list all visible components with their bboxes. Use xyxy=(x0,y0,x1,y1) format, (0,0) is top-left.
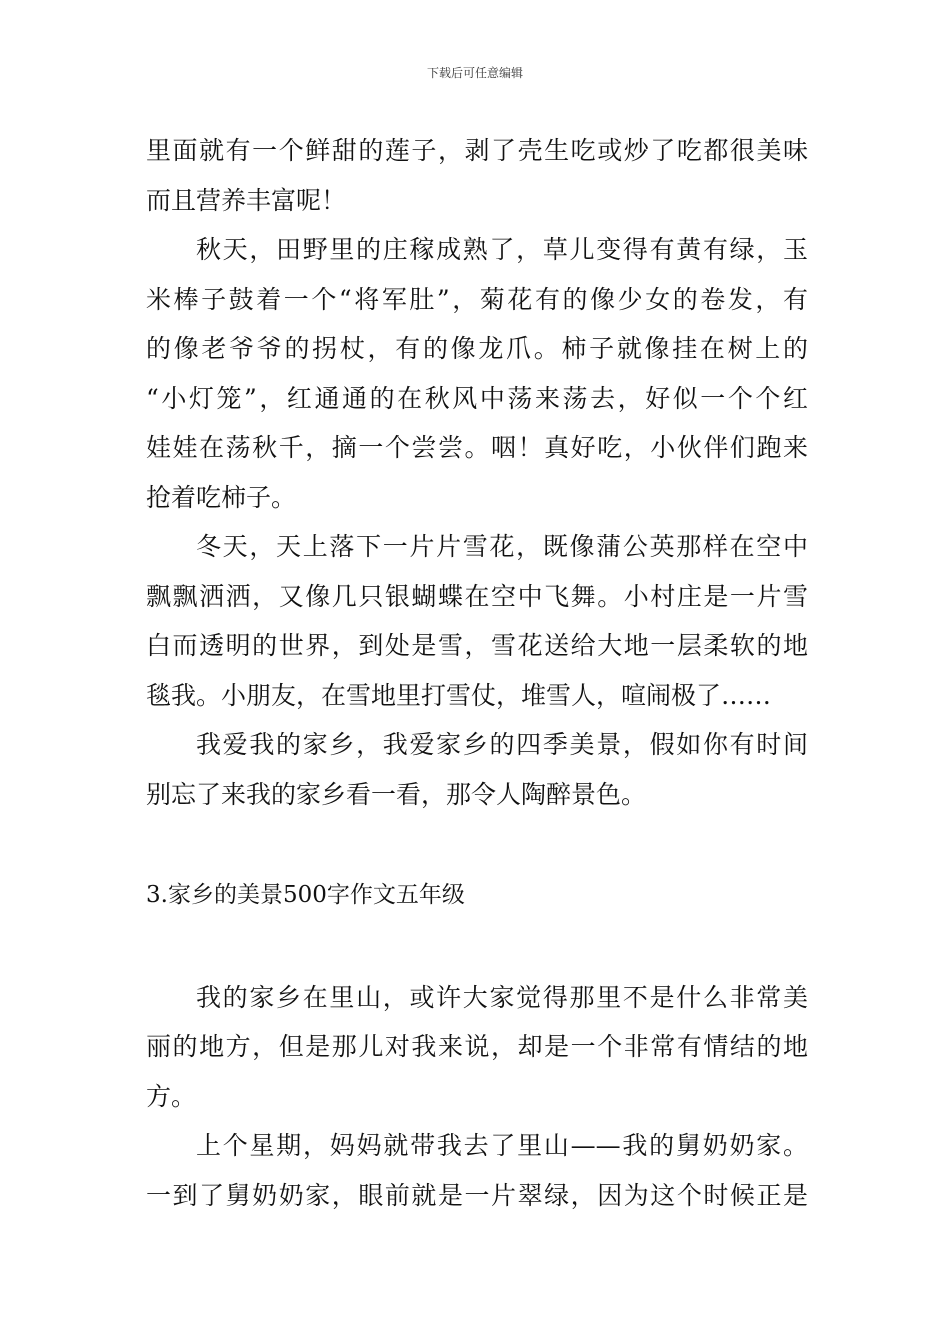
paragraph xyxy=(146,126,808,225)
text-line: 而且营养丰富呢！ xyxy=(146,185,347,215)
spacer xyxy=(146,819,808,871)
text-line: 娃娃在荡秋千，摘一个尝尝。咽！真好吃，小伙伴们跑来 xyxy=(146,433,808,462)
text-line: 冬天，天上落下一片片雪花，既像蒲公英那样在空中 xyxy=(196,532,808,561)
text-line: 白而透明的世界，到处是雪，雪花送给大地一层柔软的地 xyxy=(146,631,808,660)
page-header: 下载后可任意编辑 xyxy=(426,66,523,80)
paragraph xyxy=(146,225,808,522)
text-line: 抢着吃柿子。 xyxy=(146,482,297,512)
text-line: 别忘了来我的家乡看一看，那令人陶醉景色。 xyxy=(146,779,647,809)
text-line: 丽的地方，但是那儿对我来说，却是一个非常有情结的地 xyxy=(146,1032,808,1061)
document-body xyxy=(146,126,808,1220)
text-line: 我的家乡在里山，或许大家觉得那里不是什么非常美 xyxy=(196,982,808,1012)
section-heading: 3.家乡的美景500字作文五年级 xyxy=(146,882,465,908)
paragraph xyxy=(146,1121,808,1220)
text-line: 里面就有一个鲜甜的莲子，剥了壳生吃或炒了吃都很美味 xyxy=(146,136,808,165)
text-line: 方。 xyxy=(146,1081,197,1111)
paragraph xyxy=(146,973,808,1122)
text-line: 飘飘洒洒，又像几只银蝴蝶在空中飞舞。小村庄是一片雪 xyxy=(146,581,808,611)
spacer xyxy=(146,921,808,973)
text-line: 秋天，田野里的庄稼成熟了，草儿变得有黄有绿，玉 xyxy=(196,235,808,264)
text-line: 米棒子鼓着一个“将军肚”，菊花有的像少女的卷发，有 xyxy=(146,284,808,314)
text-line: 毯我。小朋友，在雪地里打雪仗，堆雪人，喧闹极了…… xyxy=(146,680,772,710)
text-line: 我爱我的家乡，我爱家乡的四季美景，假如你有时间 xyxy=(196,730,808,759)
text-line: 的像老爷爷的拐杖，有的像龙爪。柿子就像挂在树上的 xyxy=(146,334,808,363)
text-line: “小灯笼”，红通通的在秋风中荡来荡去，好似一个个红 xyxy=(146,383,808,413)
paragraph xyxy=(146,720,808,819)
text-line: 上个星期，妈妈就带我去了里山——我的舅奶奶家。 xyxy=(196,1131,808,1160)
text-line: 一到了舅奶奶家，眼前就是一片翠绿，因为这个时候正是 xyxy=(146,1180,808,1210)
paragraph xyxy=(146,522,808,720)
